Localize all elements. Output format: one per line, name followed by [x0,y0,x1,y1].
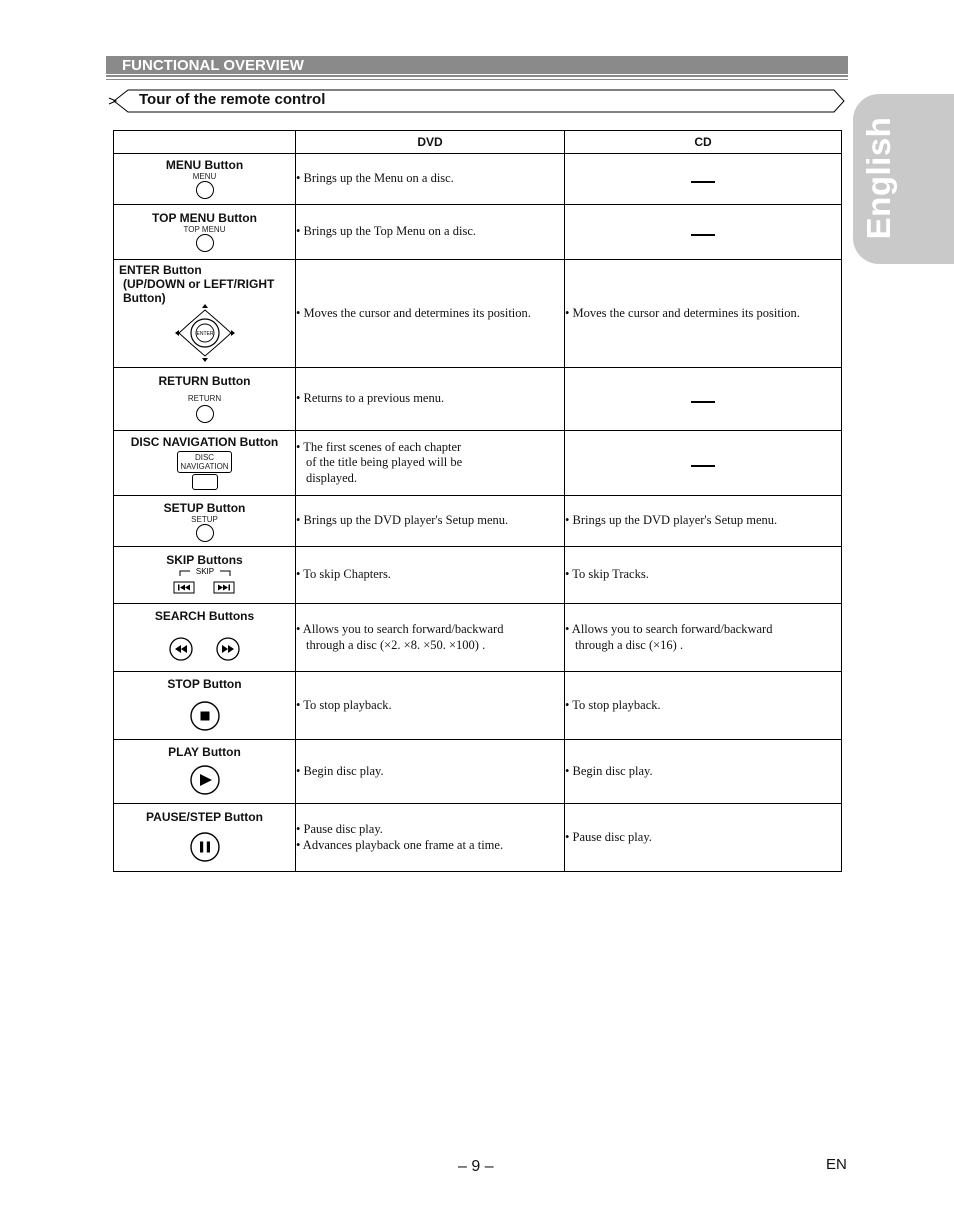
table-row [114,368,842,431]
button-name: MENU Button [165,158,244,172]
table-row [114,260,842,368]
cd-cell [565,547,842,604]
button-cell [114,154,296,205]
dvd-cell [296,672,565,740]
top-menu-button-icon [196,234,214,252]
button-cell [114,604,296,672]
cd-cell [565,154,842,205]
table-row [114,547,842,604]
header-cd: CD [565,131,842,154]
button-name: STOP Button [167,677,242,691]
button-name-line: Button) [123,291,166,305]
button-name: SKIP Buttons [166,552,243,567]
menu-button-icon [196,181,214,199]
header-dvd: DVD [296,131,565,154]
dvd-text: • Brings up the DVD player's Setup menu. [296,513,509,528]
setup-button-icon [196,524,214,542]
enter-dpad-icon [170,303,240,363]
cd-cell [565,368,842,431]
table-row [114,496,842,547]
table-row [114,804,842,872]
dvd-text: • To stop playback. [296,697,392,712]
remote-control-table [113,130,842,872]
cd-text: • Begin disc play. [565,763,653,778]
pause-step-button-icon [188,830,222,864]
disc-navigation-label-box [177,451,231,473]
cd-text: through a disc (×16) . [575,637,684,652]
not-applicable-dash [691,234,715,236]
cd-cell [565,431,842,496]
not-applicable-dash [691,465,715,467]
table-row [114,740,842,804]
dvd-cell [296,431,565,496]
dvd-text: • Allows you to search forward/backward [296,622,504,636]
button-name: TOP MENU Button [152,211,257,225]
dvd-text: • Begin disc play. [296,763,384,778]
button-name: PAUSE/STEP Button [146,810,263,824]
button-name-line: (UP/DOWN or LEFT/RIGHT [123,277,275,291]
section-rule [106,75,848,77]
subheading-title: Tour of the remote control [139,91,326,108]
button-cell [114,496,296,547]
not-applicable-dash [691,401,715,403]
button-name [114,263,295,305]
language-tab-label: English [860,116,897,240]
dvd-text: through a disc (×2. ×8. ×50. ×100) . [306,637,486,652]
button-name: SETUP Button [163,500,246,515]
disc-navigation-button-icon [192,474,218,490]
button-name: PLAY Button [168,745,241,759]
dvd-text: of the title being played will be [306,455,463,470]
skip-label: SKIP [195,566,214,576]
cd-cell [565,496,842,547]
dvd-cell [296,368,565,431]
page-number: – 9 – [458,1158,494,1175]
cd-cell [565,604,842,672]
button-cell [114,740,296,804]
cd-text: • Allows you to search forward/backward [565,622,773,636]
section-title: FUNCTIONAL OVERVIEW [106,56,848,74]
dvd-cell [296,604,565,672]
dvd-cell [296,154,565,205]
dvd-cell [296,260,565,368]
dvd-cell [296,205,565,260]
stop-button-icon [188,699,222,733]
play-button-icon [188,763,222,797]
dvd-text: • To skip Chapters. [296,567,391,582]
button-name: SEARCH Buttons [154,609,255,623]
cd-text: • To skip Tracks. [565,567,649,582]
table-row [114,431,842,496]
button-label: NAVIGATION [180,462,229,471]
table-row [114,154,842,205]
cd-text: • Brings up the DVD player's Setup menu. [565,513,778,528]
cd-text: • To stop playback. [565,697,661,712]
search-buttons-icon [160,631,250,665]
dvd-text: • Advances playback one frame at a time. [296,837,504,852]
return-button-icon [196,405,214,423]
cd-cell [565,672,842,740]
not-applicable-dash [691,181,715,183]
dvd-cell [296,496,565,547]
enter-label: ENTER [196,331,213,337]
dvd-text: • Brings up the Menu on a disc. [296,171,454,186]
cd-cell [565,260,842,368]
button-name: DISC NAVIGATION Button [130,435,279,449]
table-row [114,205,842,260]
dvd-text: • Pause disc play. [296,822,383,836]
button-name: RETURN Button [158,374,251,388]
button-label: DISC [194,453,215,462]
subheading-banner [106,87,848,115]
cd-cell [565,205,842,260]
section-rule-thin [106,79,848,80]
language-code: EN [826,1156,847,1173]
button-cell [114,547,296,604]
dvd-cell [296,740,565,804]
button-label: TOP MENU [183,225,226,234]
cd-text: • Pause disc play. [565,829,652,844]
dvd-text: displayed. [306,470,358,485]
skip-buttons-icon [170,567,240,597]
button-cell [114,672,296,740]
button-name-line: ENTER Button [119,263,202,277]
dvd-text: • Returns to a previous menu. [296,391,445,406]
button-cell [114,804,296,872]
dvd-text: • Moves the cursor and determines its position. [296,305,531,320]
button-cell [114,368,296,431]
cd-cell [565,740,842,804]
dvd-cell [296,804,565,872]
header-button [114,131,296,154]
cd-cell [565,804,842,872]
dvd-text: • Brings up the Top Menu on a disc. [296,224,476,239]
cd-text: • Moves the cursor and determines its position. [565,305,800,320]
dvd-cell [296,547,565,604]
dvd-text: • The first scenes of each chapter [296,439,462,454]
table-header-row [114,131,842,154]
button-cell [114,431,296,496]
table-row [114,604,842,672]
button-label: RETURN [187,394,222,403]
button-cell [114,205,296,260]
button-label: MENU [192,172,217,181]
button-label: SETUP [191,514,218,524]
button-cell [114,260,296,368]
table-row [114,672,842,740]
